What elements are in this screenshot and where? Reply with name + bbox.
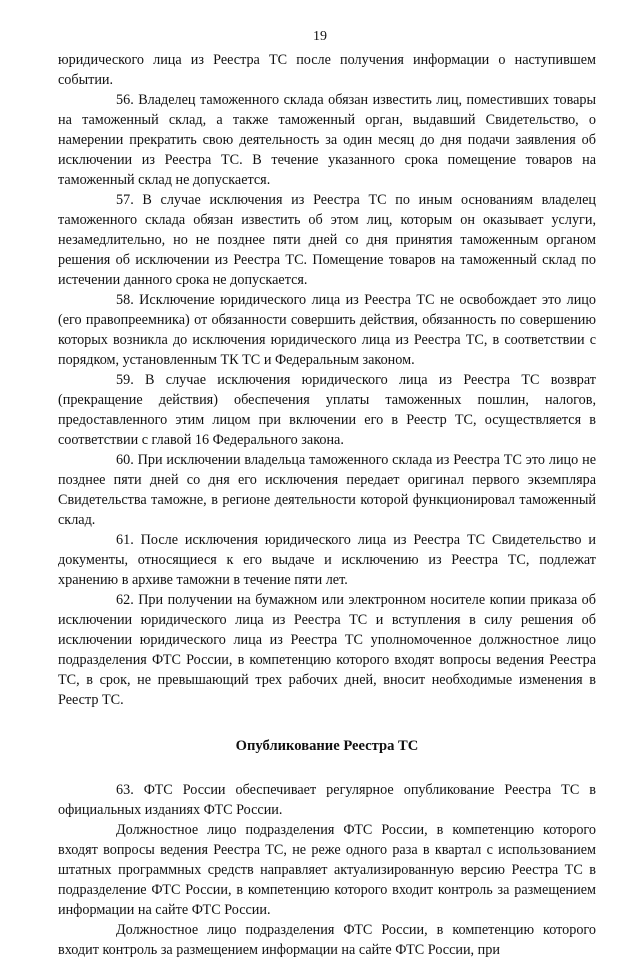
paragraph-63-third: Должностное лицо подразделения ФТС России, в компетенцию которого входит контроль за размещением информации на сайте ФТС России, при	[58, 922, 596, 958]
paragraph-62: 62. При получении на бумажном или электронном носителе копии приказа об исключении юридического лица из Реестра ТС и вступления в силу решения об исключении юридического лица из Реестра ТС уполномоченное должностное лицо подразделения ФТС России, в компетенцию которого входят вопросы ведения Реестра ТС, в срок, не превышающий трех рабочих дней, вносит необходимые изменения в Реестр ТС.	[58, 592, 596, 708]
paragraph-continuation: юридического лица из Реестра ТС после получения информации о наступившем событии.	[58, 52, 596, 88]
page-number: 19	[313, 29, 327, 44]
paragraph-57: 57. В случае исключения из Реестра ТС по иным основаниям владелец таможенного склада обязан известить об этом лиц, которым он оказывает услуги, незамедлительно, но не позднее пяти дней со дня принятия таможенным органом решения об исключении из Реестра ТС. Помещение товаров на таможенный склад по истечении данного срока не допускается.	[58, 192, 596, 288]
paragraph-56: 56. Владелец таможенного склада обязан известить лиц, поместивших товары на таможенный склад, а также таможенный орган, выдавший Свидетельство, о намерении прекратить свою деятельность за один месяц до дня подачи заявления об исключении из Реестра ТС. В течение указанного срока помещение товаров на таможенный склад не допускается.	[58, 92, 596, 188]
section-heading: Опубликование Реестра ТС	[235, 738, 419, 754]
paragraph-63-second: Должностное лицо подразделения ФТС России, в компетенцию которого входят вопросы ведения Реестра ТС, не реже одного раза в квартал с использованием штатных программных средств направляет актуализированную версию Реестра ТС в подразделение ФТС России, в компетенцию которого входит контроль за размещением информации на сайте ФТС России.	[58, 822, 596, 918]
document-body	[58, 50, 596, 960]
paragraph-61: 61. После исключения юридического лица из Реестра ТС Свидетельство и документы, относящиеся к его выдаче и исключению из Реестра ТС, подлежат хранению в архиве таможни в течение пяти лет.	[58, 532, 596, 588]
paragraph-60: 60. При исключении владельца таможенного склада из Реестра ТС это лицо не позднее пяти дней со дня его исключения передает оригинал первого экземпляра Свидетельства таможне, в регионе деятельности которой функционировал таможенный склад.	[58, 452, 596, 528]
paragraph-58: 58. Исключение юридического лица из Реестра ТС не освобождает это лицо (его правопреемника) от обязанности совершить действия, обязанность по совершению которых возникла до исключения юридического лица из Реестра ТС, в соответствии с порядком, установленным ТК ТС и Федеральным законом.	[58, 292, 596, 368]
paragraph-63: 63. ФТС России обеспечивает регулярное опубликование Реестра ТС в официальных изданиях ФТС России.	[58, 782, 596, 818]
paragraph-59: 59. В случае исключения юридического лица из Реестра ТС возврат (прекращение действия) обеспечения уплаты таможенных пошлин, налогов, предоставленного этим лицом при включении его в Реестр ТС, осуществляется в соответствии с главой 16 Федерального закона.	[58, 372, 596, 448]
